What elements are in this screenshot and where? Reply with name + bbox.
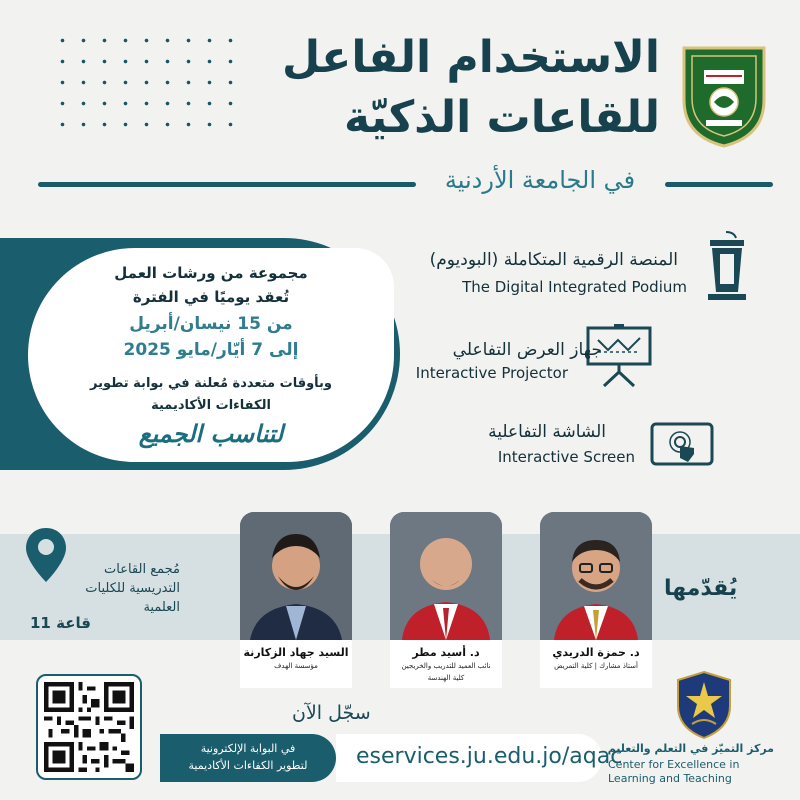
location-line-2: التدريسية للكليات	[85, 581, 180, 596]
workshop-tagline: لتناسب الجميع	[138, 420, 284, 448]
location-text	[30, 560, 180, 617]
dot-pattern	[52, 30, 242, 140]
speaker-role-2: كلية الهندسة	[427, 674, 465, 682]
university-crest-icon	[676, 40, 772, 150]
presented-by-label: يُقدّمها	[664, 576, 738, 601]
speaker-role: أستاذ مشارك | كلية التمريض	[554, 662, 638, 670]
workshop-line-1: مجموعة من ورشات العمل	[114, 264, 308, 282]
speaker-name: د. أسيد مطر	[412, 646, 480, 659]
cetl-name-ar: مركز التميّز في التعلم والتعليم	[607, 742, 774, 755]
registration-desc-line-1: في البوابة الإلكترونية	[200, 742, 296, 755]
workshop-line-5: وبأوقات متعددة مُعلنة في بوابة تطوير	[89, 376, 333, 391]
page-title-line2: للقاعات الذكيّة	[343, 92, 660, 143]
feature-podium-ar: المنصة الرقمية المتكاملة (البوديوم)	[429, 250, 678, 270]
cetl-logo-icon	[672, 670, 736, 740]
speaker-photo	[240, 512, 352, 640]
feature-screen-en: Interactive Screen	[497, 448, 635, 466]
speaker-card-1	[540, 512, 652, 688]
cetl-name-en-line1: Center for Excellence in	[608, 758, 740, 771]
subtitle-rule-right	[665, 182, 773, 187]
speaker-card-2	[390, 512, 502, 688]
location-line-3: العلمية	[143, 600, 180, 615]
feature-projector-en: Interactive Projector	[415, 364, 568, 382]
workshop-info-card	[28, 248, 394, 462]
workshop-start-date: من 15 نيسان/أبريل	[129, 314, 293, 334]
registration-desc-line-2: لتطوير الكفاءات الأكاديمية	[188, 759, 308, 772]
hall-number: قاعة 11	[30, 614, 91, 632]
registration-url-link[interactable]: eservices.ju.edu.jo/aqac	[356, 744, 623, 769]
cetl-name-en-line2: Learning and Teaching	[608, 772, 732, 785]
speaker-photo	[540, 512, 652, 640]
speaker-name: د. حمزة الدريدي	[552, 646, 640, 659]
speaker-plate	[240, 640, 352, 688]
feature-projector-ar: جهاز العرض التفاعلي	[452, 340, 602, 360]
workshop-line-6: الكفاءات الأكاديمية	[151, 398, 271, 413]
touch-screen-icon	[650, 422, 714, 468]
register-now-label: سجّل الآن	[292, 702, 371, 724]
speaker-photo	[390, 512, 502, 640]
podium-icon	[696, 228, 758, 308]
feature-podium-en: The Digital Integrated Podium	[462, 278, 687, 296]
workshop-end-date: إلى 7 أيّار/مايو 2025	[123, 340, 299, 360]
location-line-1: مُجمع القاعات	[104, 562, 180, 577]
speaker-role: نائب العميد للتدريب والخريجين	[401, 662, 491, 670]
feature-screen-ar: الشاشة التفاعلية	[488, 422, 606, 442]
speaker-card-3	[240, 512, 352, 688]
subtitle-rule-left	[38, 182, 416, 187]
speaker-role: مؤسسة الهدف	[274, 662, 318, 670]
workshop-line-2: تُعقد يوميًا في الفترة	[132, 288, 290, 306]
speaker-plate	[390, 640, 502, 688]
registration-portal-text	[170, 740, 326, 774]
speaker-plate	[540, 640, 652, 688]
page-subtitle: في الجامعة الأردنية	[444, 166, 636, 194]
page-title-line1: الاستخدام الفاعل	[282, 32, 660, 83]
registration-qr-code[interactable]	[36, 674, 142, 780]
speaker-name: السيد جهاد الزكارنة	[243, 646, 349, 659]
